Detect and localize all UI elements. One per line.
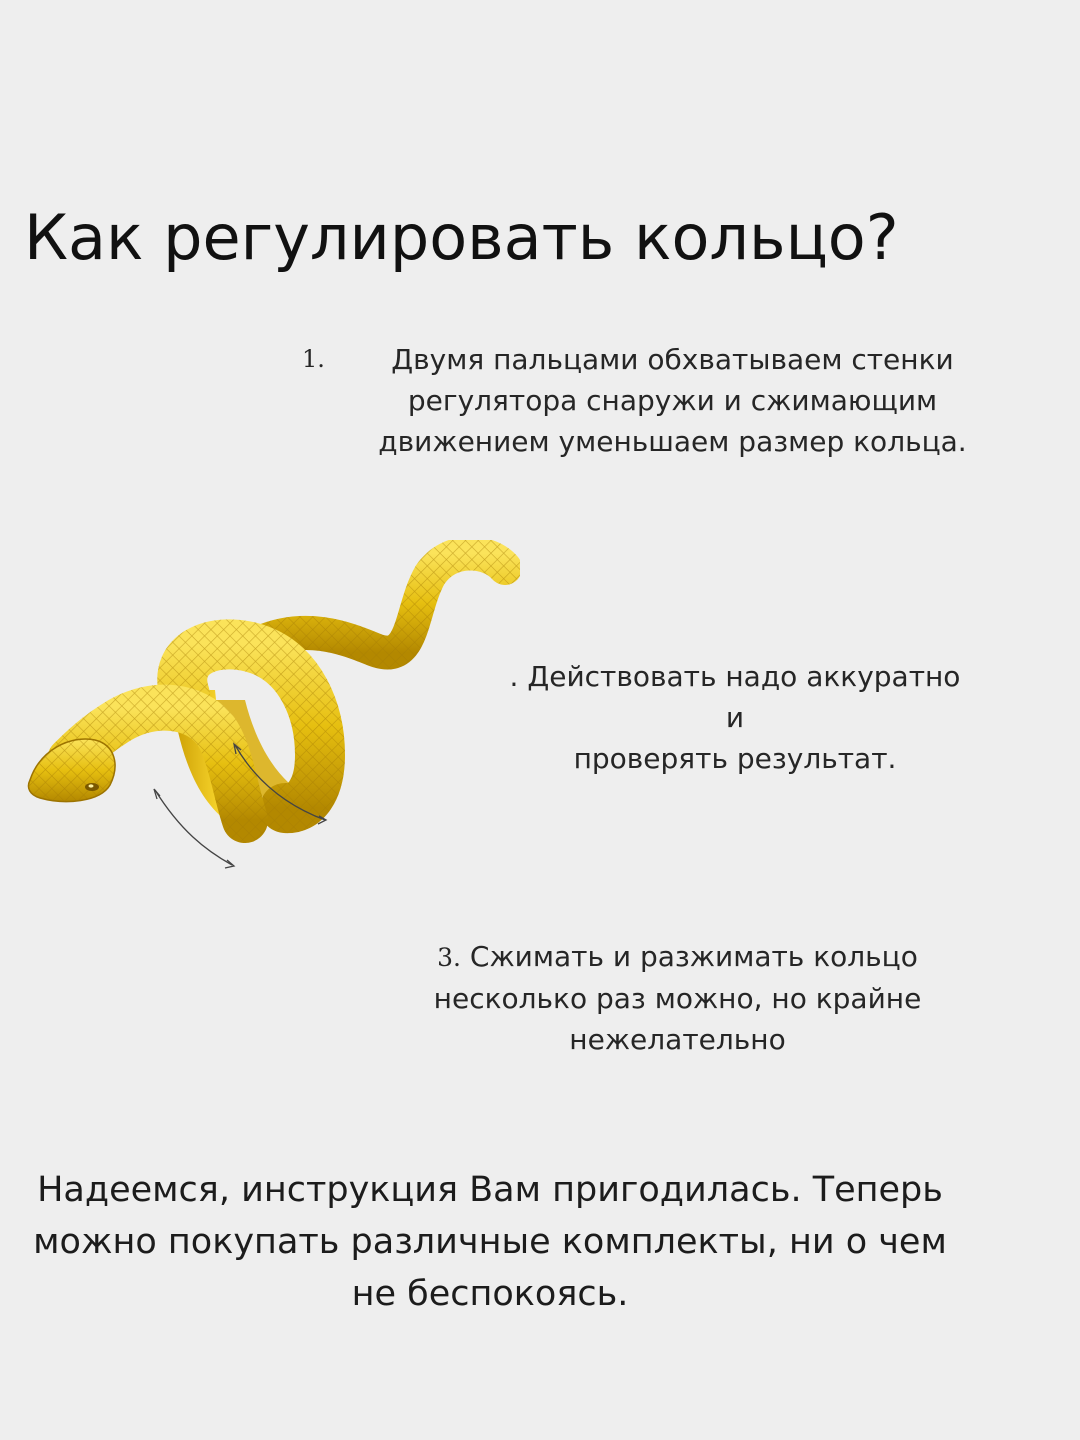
instruction-step-1 [302, 339, 975, 462]
step-line: Двумя пальцами обхватываем стенки [391, 343, 954, 376]
page-title: Как регулировать кольцо? [24, 201, 899, 274]
step-line: регулятора снаружи и сжимающим [407, 384, 938, 417]
step-line: 3. Сжимать и разжимать кольцо [437, 940, 918, 973]
step-number: 3. [437, 943, 461, 972]
instruction-step-3 [425, 936, 930, 1060]
snake-ring-icon [20, 540, 520, 880]
snake-ring-image [20, 540, 520, 880]
step-line: нежелательно [569, 1023, 786, 1056]
footer-line: можно покупать различные комплекты, ни о чем [33, 1222, 947, 1262]
footer-line: Надеемся, инструкция Вам пригодилась. Теперь [37, 1170, 943, 1210]
step-line: . Действовать надо аккуратно и [509, 660, 961, 734]
step-line: проверять результат. [573, 742, 897, 775]
closing-message [30, 1164, 950, 1320]
step-line: несколько раз можно, но крайне [433, 982, 922, 1015]
instruction-step-2 [500, 656, 970, 779]
step-line: движением уменьшаем размер кольца. [378, 425, 967, 458]
step-number: . [509, 660, 519, 693]
step-number: 1. [302, 345, 325, 373]
footer-line: не беспокоясь. [351, 1274, 629, 1314]
